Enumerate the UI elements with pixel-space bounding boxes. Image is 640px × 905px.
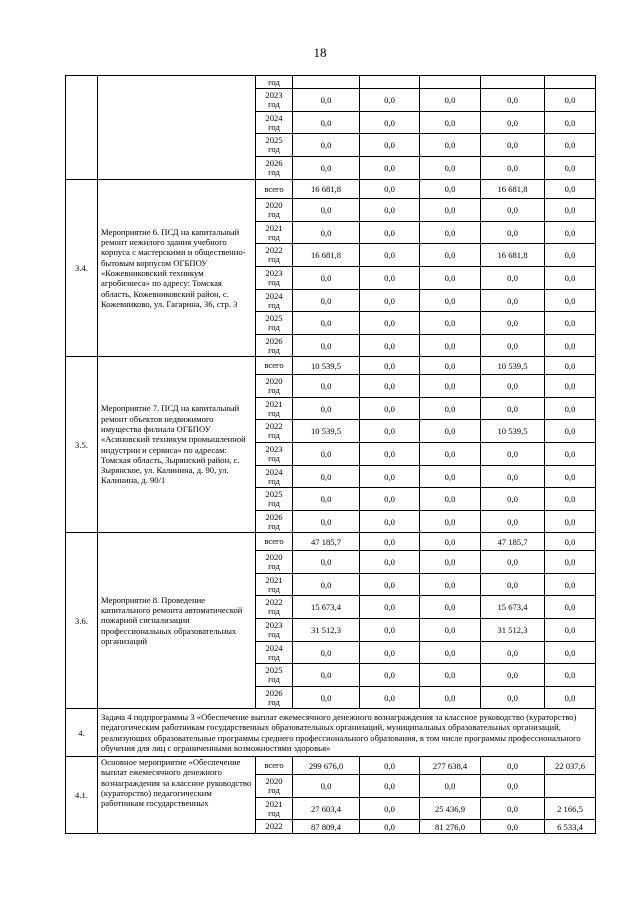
value-cell: 16 681,8 <box>481 244 545 267</box>
value-cell: 0,0 <box>545 157 596 180</box>
value-cell: 0,0 <box>360 244 420 267</box>
value-cell <box>420 76 481 89</box>
value-cell: 0,0 <box>293 157 360 180</box>
value-cell: 0,0 <box>420 267 481 290</box>
value-cell: 0,0 <box>545 511 596 533</box>
value-cell: 0,0 <box>293 574 360 596</box>
value-cell: 0,0 <box>481 687 545 709</box>
value-cell: 0,0 <box>420 466 481 488</box>
measure-description: Мероприятие 7. ПСД на капитальный ремонт объектов недвижимого имущества филиала ОГБПОУ «Асиновский техникум промышленной индустрии и сервиса» по адресам: Томская область, Зырянский район, с. Зырянское, ул. Калинина, д. 90, ул. Калинина, д. 90/1 <box>98 357 256 533</box>
value-cell: 16 681,8 <box>481 180 545 199</box>
value-cell: 0,0 <box>545 619 596 642</box>
value-cell: 16 681,8 <box>293 244 360 267</box>
year-cell: 2024 год <box>256 290 293 312</box>
value-cell: 0,0 <box>360 642 420 664</box>
value-cell: 0,0 <box>420 398 481 420</box>
table-row <box>66 76 596 89</box>
value-cell: 0,0 <box>420 488 481 511</box>
year-cell: 2020 год <box>256 775 293 798</box>
year-cell: 2021 год <box>256 798 293 820</box>
value-cell: 47 185,7 <box>481 533 545 551</box>
year-cell: 2022 год <box>256 596 293 619</box>
value-cell: 0,0 <box>293 511 360 533</box>
task-text: Задача 4 подпрограммы 3 «Обеспечение выплат ежемесячного денежного вознаграждения за классное руководство (кураторство) педагогическим работникам государственных образовательных организаций, муниципальных образовательных организаций, реализующих образовательные программы среднего профессионального образования, в том числе программы профессионального обучения для лиц с ограниченными возможностями здоровья» <box>98 709 596 757</box>
value-cell: 47 185,7 <box>293 533 360 551</box>
value-cell: 0,0 <box>293 267 360 290</box>
value-cell: 0,0 <box>360 357 420 375</box>
year-cell: 2025 год <box>256 664 293 687</box>
value-cell: 0,0 <box>545 398 596 420</box>
value-cell: 10 539,5 <box>293 357 360 375</box>
value-cell: 0,0 <box>481 820 545 834</box>
value-cell: 0,0 <box>360 533 420 551</box>
value-cell: 0,0 <box>545 533 596 551</box>
value-cell: 0,0 <box>360 290 420 312</box>
value-cell: 0,0 <box>293 375 360 398</box>
value-cell: 0,0 <box>481 466 545 488</box>
value-cell: 0,0 <box>481 551 545 574</box>
year-cell: 2022 год <box>256 420 293 443</box>
value-cell: 0,0 <box>481 290 545 312</box>
value-cell: 6 533,4 <box>545 820 596 834</box>
value-cell <box>545 775 596 798</box>
value-cell: 0,0 <box>293 335 360 357</box>
value-cell: 27 603,4 <box>293 798 360 820</box>
value-cell: 0,0 <box>293 687 360 709</box>
value-cell: 0,0 <box>360 488 420 511</box>
measure-description: Мероприятие 8. Проведение капитального ремонта автоматической пожарной сигнализации профессиональных образовательных организаций <box>98 533 256 709</box>
value-cell: 0,0 <box>360 757 420 775</box>
value-cell: 0,0 <box>420 775 481 798</box>
year-cell: 2023 год <box>256 267 293 290</box>
value-cell: 0,0 <box>360 664 420 687</box>
year-cell: всего <box>256 757 293 775</box>
value-cell: 0,0 <box>481 574 545 596</box>
value-cell: 16 681,8 <box>293 180 360 199</box>
value-cell: 0,0 <box>420 357 481 375</box>
value-cell: 0,0 <box>481 443 545 466</box>
year-cell: 2021 год <box>256 574 293 596</box>
value-cell: 0,0 <box>420 574 481 596</box>
row-number: 3.4. <box>66 180 98 357</box>
value-cell: 0,0 <box>360 443 420 466</box>
value-cell: 25 436,9 <box>420 798 481 820</box>
value-cell: 0,0 <box>360 551 420 574</box>
value-cell: 0,0 <box>545 420 596 443</box>
value-cell: 0,0 <box>360 687 420 709</box>
value-cell: 0,0 <box>545 488 596 511</box>
value-cell: 0,0 <box>293 398 360 420</box>
value-cell: 15 673,4 <box>481 596 545 619</box>
value-cell: 0,0 <box>420 664 481 687</box>
value-cell: 10 539,5 <box>481 420 545 443</box>
value-cell: 0,0 <box>545 312 596 335</box>
value-cell: 0,0 <box>420 134 481 157</box>
year-cell: 2026 год <box>256 335 293 357</box>
table-row <box>66 357 596 375</box>
value-cell: 0,0 <box>481 757 545 775</box>
value-cell: 0,0 <box>481 134 545 157</box>
value-cell: 0,0 <box>481 511 545 533</box>
value-cell: 0,0 <box>420 642 481 664</box>
value-cell: 0,0 <box>420 290 481 312</box>
value-cell: 31 512,3 <box>293 619 360 642</box>
year-cell: 2022 год <box>256 244 293 267</box>
value-cell: 0,0 <box>360 420 420 443</box>
year-cell: 2024 год <box>256 112 293 134</box>
value-cell: 0,0 <box>293 551 360 574</box>
value-cell: 0,0 <box>420 596 481 619</box>
value-cell: 0,0 <box>545 267 596 290</box>
value-cell: 0,0 <box>545 687 596 709</box>
value-cell: 0,0 <box>545 222 596 244</box>
value-cell: 0,0 <box>545 357 596 375</box>
value-cell: 0,0 <box>481 112 545 134</box>
value-cell: 0,0 <box>293 290 360 312</box>
value-cell: 0,0 <box>293 112 360 134</box>
value-cell: 0,0 <box>293 89 360 112</box>
value-cell: 0,0 <box>420 312 481 335</box>
value-cell: 0,0 <box>360 820 420 834</box>
value-cell: 0,0 <box>360 89 420 112</box>
value-cell: 0,0 <box>545 443 596 466</box>
measure-description: Мероприятие 6. ПСД на капитальный ремонт нежилого здания учебного корпуса с мастерскими и общественно-бытовым корпусом ОГБПОУ «Кожевниковский техникум агробизнеса» по адресу: Томская область, Кожевниковский район, с. Кожевниково, ул. Гагарина, 36, стр. 3 <box>98 180 256 357</box>
value-cell: 0,0 <box>420 687 481 709</box>
value-cell: 31 512,3 <box>481 619 545 642</box>
value-cell: 0,0 <box>545 642 596 664</box>
value-cell: 0,0 <box>420 180 481 199</box>
value-cell: 0,0 <box>420 112 481 134</box>
value-cell: 0,0 <box>545 551 596 574</box>
year-cell: 2020 год <box>256 375 293 398</box>
value-cell: 0,0 <box>293 775 360 798</box>
value-cell: 22 037,6 <box>545 757 596 775</box>
value-cell: 0,0 <box>545 375 596 398</box>
row-number <box>66 76 98 180</box>
value-cell: 0,0 <box>293 642 360 664</box>
year-cell: 2022 <box>256 820 293 834</box>
year-cell: 2020 год <box>256 199 293 222</box>
year-cell: 2025 год <box>256 312 293 335</box>
value-cell: 0,0 <box>293 443 360 466</box>
table-row <box>66 757 596 775</box>
value-cell: 299 676,0 <box>293 757 360 775</box>
value-cell: 0,0 <box>481 642 545 664</box>
year-cell: всего <box>256 180 293 199</box>
value-cell: 0,0 <box>481 488 545 511</box>
measure-description: Основное мероприятие «Обеспечение выплат ежемесячного денежного вознаграждения за классное руководство (кураторство) педагогическим работникам государственных <box>98 757 256 834</box>
year-cell: 2023 год <box>256 619 293 642</box>
budget-table <box>65 75 596 834</box>
value-cell: 0,0 <box>545 664 596 687</box>
value-cell: 0,0 <box>360 267 420 290</box>
value-cell: 0,0 <box>545 574 596 596</box>
value-cell: 0,0 <box>481 267 545 290</box>
year-cell: 2021 год <box>256 398 293 420</box>
value-cell: 0,0 <box>293 312 360 335</box>
value-cell: 0,0 <box>360 335 420 357</box>
value-cell: 0,0 <box>420 375 481 398</box>
value-cell: 0,0 <box>545 244 596 267</box>
value-cell: 0,0 <box>545 290 596 312</box>
year-cell: 2026 год <box>256 511 293 533</box>
value-cell: 0,0 <box>360 398 420 420</box>
value-cell: 0,0 <box>420 443 481 466</box>
value-cell: 0,0 <box>545 596 596 619</box>
value-cell: 0,0 <box>481 398 545 420</box>
value-cell: 0,0 <box>293 488 360 511</box>
row-number: 4.1. <box>66 757 98 834</box>
value-cell: 0,0 <box>420 244 481 267</box>
value-cell: 0,0 <box>481 798 545 820</box>
value-cell <box>481 76 545 89</box>
value-cell: 0,0 <box>481 222 545 244</box>
year-cell: 2020 год <box>256 551 293 574</box>
value-cell <box>545 76 596 89</box>
value-cell: 0,0 <box>293 199 360 222</box>
value-cell: 0,0 <box>360 775 420 798</box>
value-cell: 2 166,5 <box>545 798 596 820</box>
value-cell: 0,0 <box>360 619 420 642</box>
value-cell: 0,0 <box>360 375 420 398</box>
value-cell: 0,0 <box>360 222 420 244</box>
value-cell: 0,0 <box>293 134 360 157</box>
value-cell: 0,0 <box>360 180 420 199</box>
year-cell: 2025 год <box>256 134 293 157</box>
value-cell: 0,0 <box>481 157 545 180</box>
table-row <box>66 533 596 551</box>
value-cell: 0,0 <box>420 619 481 642</box>
measure-description <box>98 76 256 180</box>
value-cell: 0,0 <box>481 664 545 687</box>
value-cell <box>360 76 420 89</box>
value-cell: 0,0 <box>481 312 545 335</box>
value-cell: 0,0 <box>481 199 545 222</box>
value-cell: 0,0 <box>360 134 420 157</box>
year-cell: 2024 год <box>256 642 293 664</box>
value-cell: 0,0 <box>360 466 420 488</box>
table-row <box>66 180 596 199</box>
value-cell: 0,0 <box>420 420 481 443</box>
value-cell: 0,0 <box>360 798 420 820</box>
value-cell: 0,0 <box>360 199 420 222</box>
year-cell: 2023 год <box>256 89 293 112</box>
value-cell: 0,0 <box>420 511 481 533</box>
value-cell: 0,0 <box>545 199 596 222</box>
task-row <box>66 709 596 757</box>
value-cell: 0,0 <box>360 312 420 335</box>
value-cell: 0,0 <box>420 335 481 357</box>
year-cell: 2024 год <box>256 466 293 488</box>
value-cell: 0,0 <box>293 466 360 488</box>
value-cell: 81 276,0 <box>420 820 481 834</box>
year-cell: всего <box>256 357 293 375</box>
row-number: 3.6. <box>66 533 98 709</box>
value-cell: 0,0 <box>545 112 596 134</box>
year-cell: 2026 год <box>256 157 293 180</box>
value-cell: 0,0 <box>420 157 481 180</box>
value-cell: 0,0 <box>360 112 420 134</box>
year-cell: год <box>256 76 293 89</box>
value-cell: 0,0 <box>545 466 596 488</box>
row-number: 3.5. <box>66 357 98 533</box>
value-cell: 0,0 <box>420 533 481 551</box>
value-cell: 15 673,4 <box>293 596 360 619</box>
value-cell: 0,0 <box>420 89 481 112</box>
value-cell: 0,0 <box>545 180 596 199</box>
task-number: 4. <box>66 709 98 757</box>
year-cell: всего <box>256 533 293 551</box>
value-cell: 10 539,5 <box>293 420 360 443</box>
value-cell: 0,0 <box>360 596 420 619</box>
value-cell: 0,0 <box>360 157 420 180</box>
value-cell: 0,0 <box>481 89 545 112</box>
value-cell: 0,0 <box>360 511 420 533</box>
value-cell: 87 809,4 <box>293 820 360 834</box>
value-cell: 0,0 <box>420 551 481 574</box>
value-cell: 0,0 <box>360 574 420 596</box>
value-cell: 0,0 <box>420 222 481 244</box>
value-cell: 0,0 <box>545 134 596 157</box>
year-cell: 2025 год <box>256 488 293 511</box>
value-cell: 277 638,4 <box>420 757 481 775</box>
value-cell: 0,0 <box>481 775 545 798</box>
year-cell: 2021 год <box>256 222 293 244</box>
value-cell: 0,0 <box>481 335 545 357</box>
value-cell <box>293 76 360 89</box>
value-cell: 0,0 <box>293 664 360 687</box>
value-cell: 0,0 <box>545 89 596 112</box>
year-cell: 2026 год <box>256 687 293 709</box>
value-cell: 0,0 <box>481 375 545 398</box>
value-cell: 0,0 <box>293 222 360 244</box>
page-number: 18 <box>313 45 327 60</box>
value-cell: 10 539,5 <box>481 357 545 375</box>
value-cell: 0,0 <box>545 335 596 357</box>
year-cell: 2023 год <box>256 443 293 466</box>
value-cell: 0,0 <box>420 199 481 222</box>
